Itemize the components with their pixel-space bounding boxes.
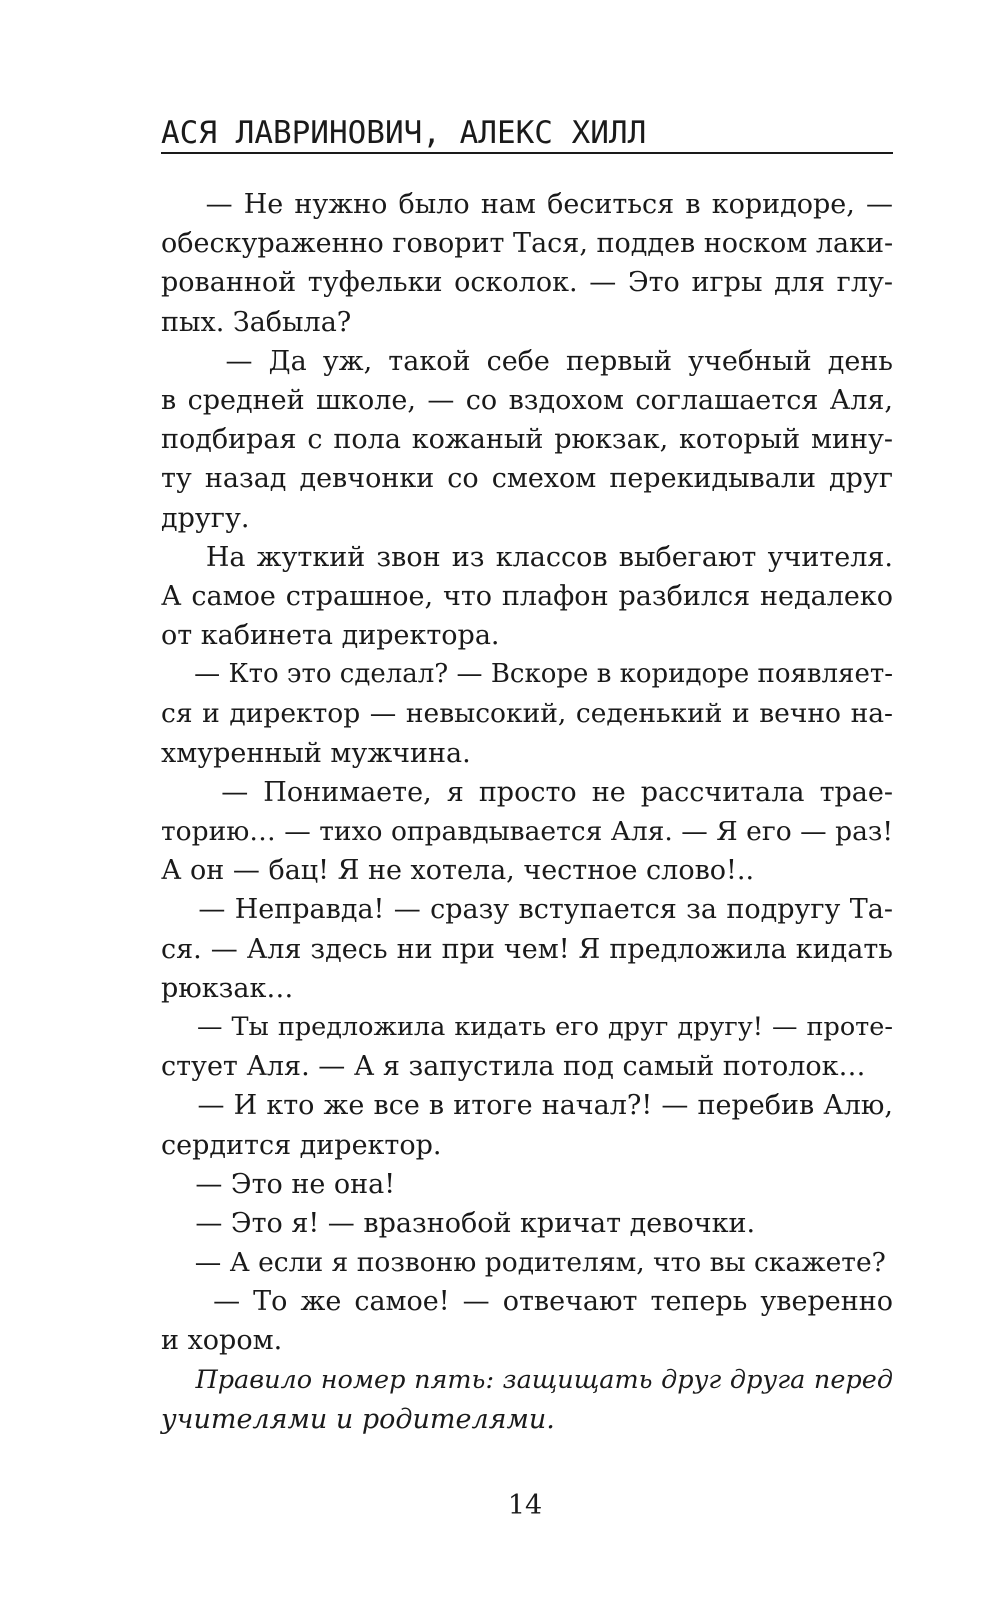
text-line: — Понимаете, я просто не рассчитала трае- [161, 776, 893, 808]
header-rule [161, 152, 893, 154]
text-line: На жуткий звон из классов выбегают учителя. [161, 541, 893, 573]
text-line: подбирая с пола кожаный рюкзак, который мину- [161, 424, 893, 456]
text-line: сердится директор. [161, 1129, 442, 1161]
text-line: — Да уж, такой себе первый учебный день [161, 345, 893, 377]
text-line: другу. [161, 502, 250, 534]
page-number: 14 [507, 1490, 543, 1521]
text-line: — Кто это сделал? — Вскоре в коридоре появляет- [161, 659, 893, 690]
text-line: хмуренный мужчина. [161, 737, 471, 769]
running-head-title: АСЯ ЛАВРИНОВИЧ, АЛЕКС ХИЛЛ [161, 115, 647, 151]
text-line: — Не нужно было нам беситься в коридоре, — [161, 189, 893, 220]
text-line: — Ты предложила кидать его друг другу! — проте- [161, 1011, 893, 1042]
body-text [161, 185, 893, 1439]
text-line: ту назад девчонки со смехом перекидывали друг [161, 463, 893, 495]
text-line: А самое страшное, что плафон разбился недалеко [161, 580, 893, 612]
text-line: А он — бац! Я не хотела, честное слово!.. [161, 855, 755, 887]
text-line: рюкзак… [161, 972, 294, 1004]
text-line: ся. — Аля здесь ни при чем! Я предложила кидать [161, 933, 893, 965]
text-line: — А если я позвоню родителям, что вы скажете? [161, 1247, 886, 1279]
text-line: ся и директор — невысокий, седенький и вечно на- [161, 698, 893, 730]
italic-text-line: учителями и родителями. [161, 1403, 555, 1435]
text-line: — Неправда! — сразу вступается за подругу Та- [161, 894, 893, 926]
text-line: — То же самое! — отвечают теперь уверенно [161, 1286, 893, 1318]
text-line: пых. Забыла? [161, 306, 352, 338]
text-line: обескураженно говорит Тася, поддев носком лаки- [161, 228, 894, 260]
text-line: стует Аля. — А я запустила под самый потолок… [161, 1051, 866, 1083]
text-line: — Это я! — вразнобой кричат девочки. [161, 1207, 756, 1239]
text-line: от кабинета директора. [161, 620, 500, 652]
text-line: торию… — тихо оправдывается Аля. — Я его — раз! [161, 816, 893, 847]
text-line: и хором. [161, 1325, 283, 1357]
text-line: рованной туфельки осколок. — Это игры для глу- [161, 267, 893, 299]
text-line: — И кто же все в итоге начал?! — перебив Алю, [161, 1090, 893, 1122]
text-line: в средней школе, — со вздохом соглашается Аля, [161, 384, 893, 416]
text-line: — Это не она! [161, 1168, 396, 1200]
italic-text-line: Правило номер пять: защищать друг друга перед [161, 1364, 893, 1395]
